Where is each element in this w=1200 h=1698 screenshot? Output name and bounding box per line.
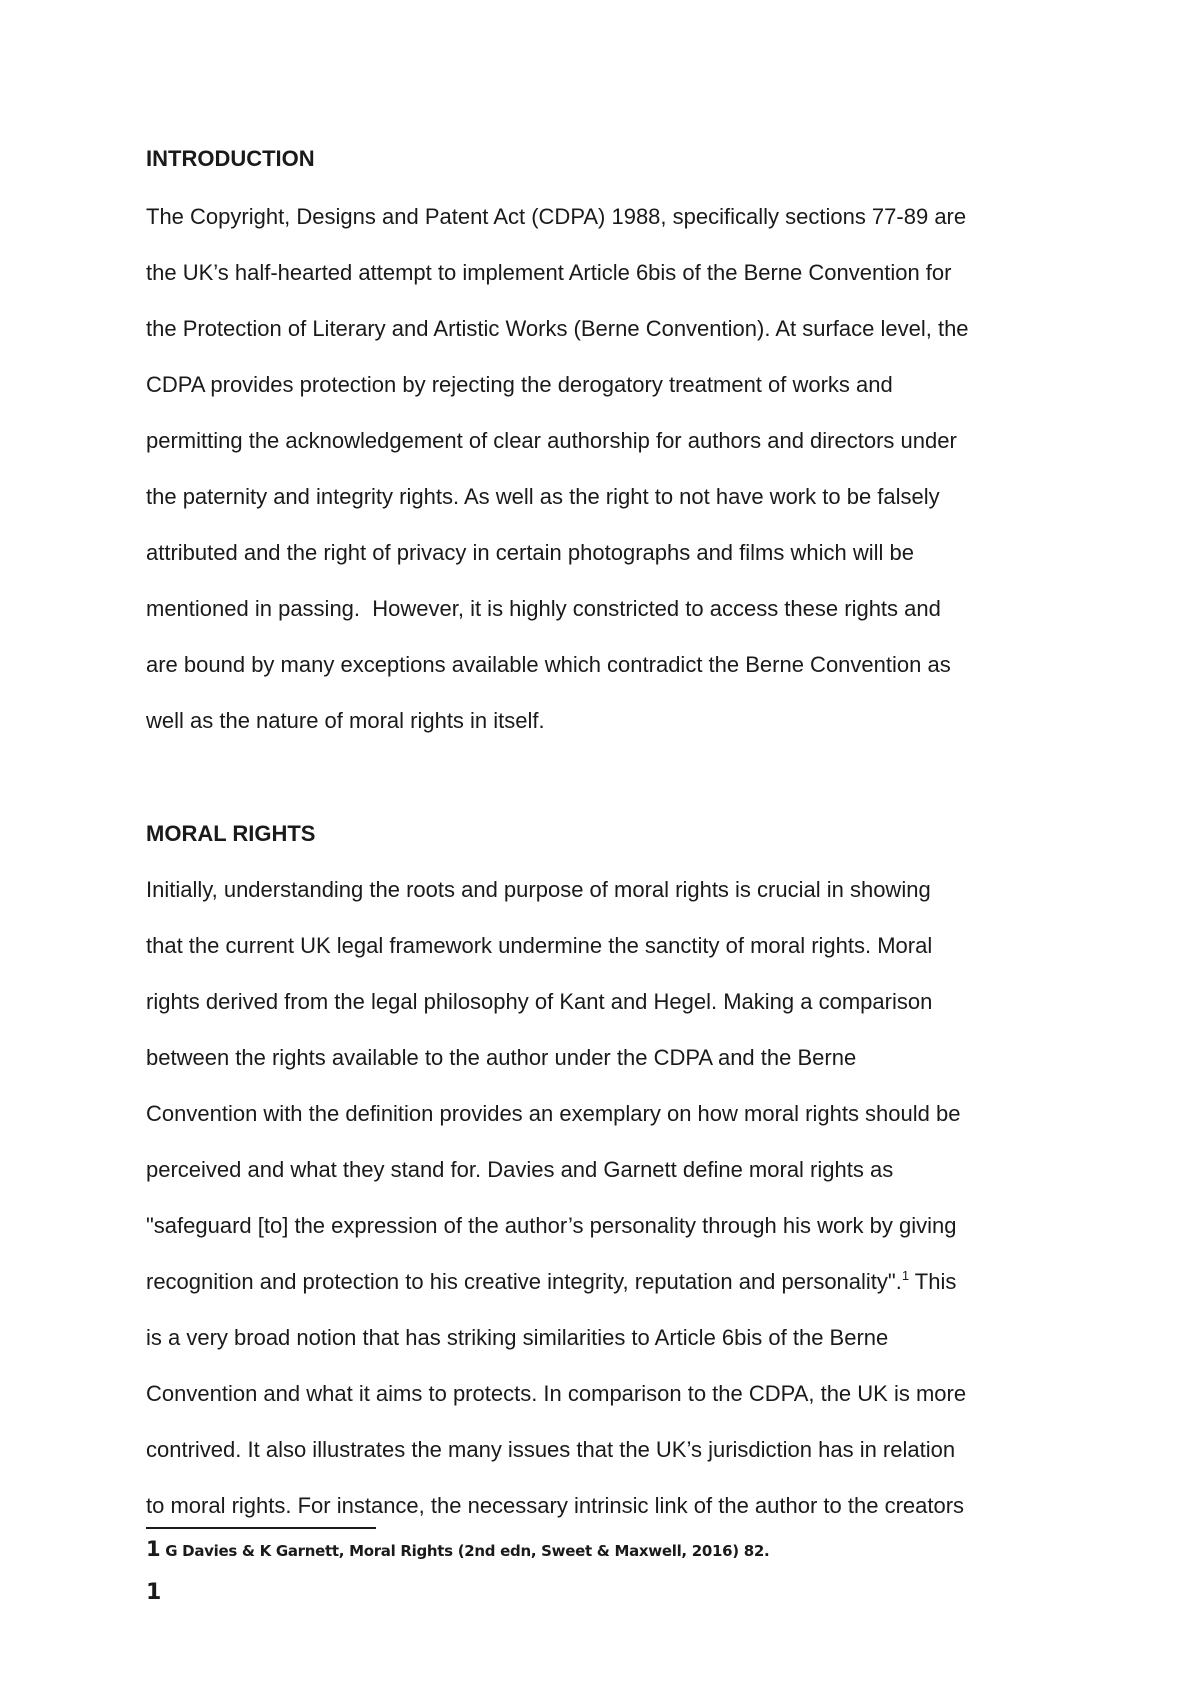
moral-line-2: that the current UK legal framework undermine the sanctity of moral rights. Moral [146, 933, 933, 958]
footnote-number: 1 [146, 1537, 161, 1561]
moral-line-3: rights derived from the legal philosophy of Kant and Hegel. Making a comparison [146, 989, 933, 1014]
footnote [146, 1537, 769, 1561]
moral-line-8 [146, 1269, 956, 1295]
moral-line-8-text: recognition and protection to his creative integrity, reputation and personality". [146, 1269, 902, 1294]
intro-line-5: permitting the acknowledgement of clear authorship for authors and directors under [146, 428, 957, 453]
moral-line-12: to moral rights. For instance, the necessary intrinsic link of the author to the creators [146, 1493, 965, 1518]
footnote-reference[interactable]: 1 [901, 1268, 910, 1283]
moral-line-8-after: This [909, 1269, 957, 1294]
intro-line-6: the paternity and integrity rights. As well as the right to not have work to be falsely [146, 484, 940, 509]
intro-line-3: the Protection of Literary and Artistic Works (Berne Convention). At surface level, the [146, 316, 969, 341]
moral-line-1: Initially, understanding the roots and purpose of moral rights is crucial in showing [146, 877, 931, 902]
intro-line-8: mentioned in passing. However, it is highly constricted to access these rights and [146, 596, 941, 621]
page-number: 1 [146, 1580, 162, 1605]
intro-line-7: attributed and the right of privacy in certain photographs and films which will be [146, 540, 914, 565]
moral-line-9: is a very broad notion that has striking similarities to Article 6bis of the Berne [146, 1325, 889, 1350]
introduction-heading: INTRODUCTION [146, 146, 315, 171]
moral-line-5: Convention with the definition provides an exemplary on how moral rights should be [146, 1101, 961, 1126]
moral-line-10: Convention and what it aims to protects. In comparison to the CDPA, the UK is more [146, 1381, 967, 1406]
moral-line-4: between the rights available to the author under the CDPA and the Berne [146, 1045, 857, 1070]
intro-line-1: The Copyright, Designs and Patent Act (CDPA) 1988, specifically sections 77-89 are [146, 204, 967, 229]
moral-line-11: contrived. It also illustrates the many issues that the UK’s jurisdiction has in relation [146, 1437, 956, 1462]
intro-line-10: well as the nature of moral rights in itself. [146, 708, 545, 733]
intro-line-9: are bound by many exceptions available which contradict the Berne Convention as [146, 652, 951, 677]
intro-line-2: the UK’s half-hearted attempt to implement Article 6bis of the Berne Convention for [146, 260, 952, 285]
moral-rights-heading: MORAL RIGHTS [146, 821, 316, 846]
moral-line-6: perceived and what they stand for. Davies and Garnett define moral rights as [146, 1157, 894, 1182]
moral-line-7: "safeguard [to] the expression of the author’s personality through his work by giving [146, 1213, 957, 1238]
intro-line-4: CDPA provides protection by rejecting the derogatory treatment of works and [146, 372, 893, 397]
footnote-separator [146, 1527, 376, 1529]
footnote-text: G Davies & K Garnett, Moral Rights (2nd edn, Sweet & Maxwell, 2016) 82. [160, 1542, 770, 1560]
